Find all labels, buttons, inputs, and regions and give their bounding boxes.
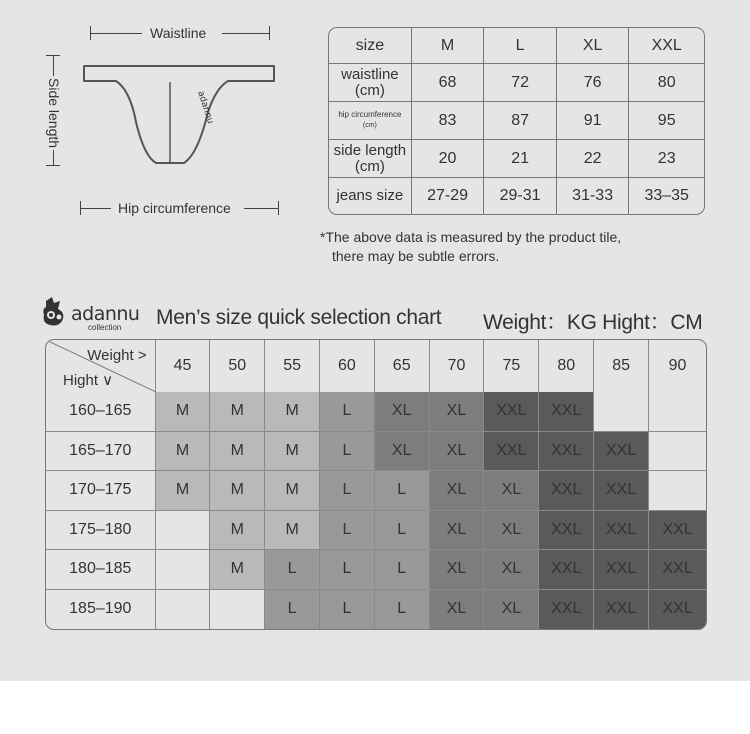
quick-chart-title: Men’s size quick selection chart — [156, 306, 442, 329]
size-value-cell: 20 — [412, 140, 485, 178]
weight-header-cell: 50 — [210, 340, 265, 392]
height-range-cell: 170–175 — [46, 471, 156, 511]
size-recommendation-cell: XXL — [539, 511, 594, 551]
size-recommendation-cell: XXL — [539, 550, 594, 590]
size-value-cell: 22 — [557, 140, 630, 178]
size-recommendation-cell: XXL — [594, 590, 649, 630]
brief-outline-icon — [80, 62, 280, 172]
weight-header-cell: 60 — [320, 340, 375, 392]
size-row-hip — [329, 102, 704, 140]
size-recommendation-cell: XXL — [484, 432, 539, 472]
size-recommendation-cell: M — [210, 511, 265, 551]
waistline-right-line — [222, 33, 269, 34]
quick-row — [46, 471, 706, 511]
size-recommendation-cell: M — [210, 392, 265, 432]
size-value-cell: 76 — [557, 64, 630, 102]
quick-row — [46, 550, 706, 590]
size-recommendation-cell: XL — [484, 511, 539, 551]
side-length-bottom-tick — [46, 165, 60, 166]
quick-selection-table — [45, 339, 707, 630]
size-value-cell: 83 — [412, 102, 485, 140]
size-recommendation-cell: L — [375, 550, 430, 590]
height-range-cell: 160–165 — [46, 392, 156, 432]
quick-header-row — [46, 340, 706, 392]
size-row-label: jeans size — [329, 178, 412, 214]
empty-cell — [649, 392, 706, 432]
size-value-cell: 80 — [629, 64, 704, 102]
weight-header-cell: 75 — [484, 340, 539, 392]
corner-weight-label: Weight > — [87, 347, 147, 364]
brief-brand-text: adannu — [195, 89, 216, 126]
size-recommendation-cell: XXL — [594, 471, 649, 511]
size-recommendation-cell: XL — [430, 432, 485, 472]
weight-header-cell: 80 — [539, 340, 594, 392]
size-value-cell: 23 — [629, 140, 704, 178]
size-recommendation-cell: XL — [484, 471, 539, 511]
size-measurement-table — [328, 27, 705, 215]
size-value-cell: 33–35 — [644, 187, 689, 204]
size-recommendation-cell: M — [265, 471, 320, 511]
corner-height-label: Hight ∨ — [63, 372, 114, 389]
size-row-label: waistline (cm) — [329, 64, 412, 102]
size-recommendation-cell: XL — [484, 590, 539, 630]
empty-cell — [649, 432, 706, 472]
size-recommendation-cell: XL — [484, 550, 539, 590]
size-recommendation-cell: XL — [430, 550, 485, 590]
size-recommendation-cell: M — [265, 432, 320, 472]
size-recommendation-cell: XXL — [539, 590, 594, 630]
brand-sub: collection — [88, 323, 122, 332]
size-row-label: side length (cm) — [329, 140, 412, 178]
size-recommendation-cell: XXL — [539, 471, 594, 511]
quick-row — [46, 590, 706, 630]
size-value-cell: 21 — [484, 140, 557, 178]
size-value-cell: 31-33 — [557, 178, 630, 214]
size-recommendation-cell: L — [320, 392, 375, 432]
size-recommendation-cell: M — [210, 550, 265, 590]
height-range-cell: 165–170 — [46, 432, 156, 472]
weight-header-cell: 90 — [668, 357, 687, 374]
size-recommendation-cell: XXL — [649, 550, 706, 590]
waistline-left-line — [90, 33, 142, 34]
size-header-cell: XL — [557, 28, 630, 64]
size-recommendation-cell: L — [265, 550, 320, 590]
size-recommendation-cell: XXL — [484, 392, 539, 432]
size-header-cell: M — [412, 28, 485, 64]
size-recommendation-cell: XXL — [649, 590, 706, 630]
size-recommendation-cell: L — [265, 590, 320, 630]
note-line-1: *The above data is measured by the product tile, — [320, 229, 622, 245]
size-header-cell: size — [329, 28, 412, 64]
size-recommendation-cell: M — [156, 392, 211, 432]
weight-header-cell: 45 — [156, 340, 211, 392]
height-range-cell: 185–190 — [46, 590, 156, 630]
hip-left-line — [80, 208, 111, 209]
size-recommendation-cell: M — [265, 392, 320, 432]
empty-cell — [210, 590, 265, 630]
empty-cell — [649, 471, 706, 511]
quick-row — [46, 432, 706, 472]
weight-header-cell: 70 — [430, 340, 485, 392]
quick-row — [46, 511, 706, 551]
size-recommendation-cell: L — [320, 511, 375, 551]
size-recommendation-cell: XL — [430, 471, 485, 511]
size-header-cell: L — [484, 28, 557, 64]
empty-cell — [156, 590, 211, 630]
size-row-jeans — [329, 178, 704, 214]
size-recommendation-cell: XXL — [649, 511, 706, 551]
size-value-cell: 95 — [629, 102, 704, 140]
corner-cell — [46, 340, 156, 392]
weight-header-cell: 55 — [265, 340, 320, 392]
size-row-side-length — [329, 140, 704, 178]
weight-header-cell: 85 — [594, 340, 649, 392]
size-recommendation-cell: XL — [375, 432, 430, 472]
size-recommendation-cell: XL — [430, 392, 485, 432]
height-range-cell: 175–180 — [46, 511, 156, 551]
size-recommendation-cell: M — [265, 511, 320, 551]
size-row-label: hip circumference (cm) — [329, 102, 412, 140]
size-recommendation-cell: XL — [430, 590, 485, 630]
mascot-logo-icon — [40, 295, 68, 329]
size-recommendation-cell: M — [210, 471, 265, 511]
size-recommendation-cell: XXL — [539, 392, 594, 432]
quick-chart-units: Weight：KG Hight：CM — [483, 311, 703, 334]
size-recommendation-cell: XXL — [539, 432, 594, 472]
size-value-cell: 87 — [484, 102, 557, 140]
size-value-cell: 72 — [484, 64, 557, 102]
size-recommendation-cell: L — [320, 471, 375, 511]
height-range-cell: 180–185 — [46, 550, 156, 590]
size-recommendation-cell: L — [320, 590, 375, 630]
size-recommendation-cell: M — [156, 471, 211, 511]
size-recommendation-cell: M — [156, 432, 211, 472]
empty-cell — [156, 550, 211, 590]
hip-right-tick — [278, 201, 279, 215]
size-value-cell: 91 — [557, 102, 630, 140]
size-recommendation-cell: XXL — [594, 432, 649, 472]
size-recommendation-cell: M — [210, 432, 265, 472]
hip-circumference-label: Hip circumference — [118, 200, 231, 216]
hip-right-line — [244, 208, 278, 209]
size-recommendation-cell: L — [375, 471, 430, 511]
size-header-cell: XXL — [629, 28, 704, 64]
waistline-label: Waistline — [150, 25, 207, 41]
size-recommendation-cell: L — [320, 550, 375, 590]
size-recommendation-cell: L — [375, 590, 430, 630]
waistline-right-tick — [269, 26, 270, 40]
size-value-cell: 27-29 — [412, 178, 485, 214]
size-recommendation-cell: XXL — [594, 511, 649, 551]
note-line-2: there may be subtle errors. — [332, 248, 500, 264]
size-recommendation-cell: L — [320, 432, 375, 472]
brand-name: adannu — [71, 303, 140, 325]
quick-row — [46, 392, 706, 432]
size-header-row — [329, 28, 704, 64]
weight-header-cell: 65 — [375, 340, 430, 392]
empty-cell — [594, 392, 649, 432]
size-value-cell: 29-31 — [484, 178, 557, 214]
size-value-cell: 68 — [412, 64, 485, 102]
size-row-waistline — [329, 64, 704, 102]
size-recommendation-cell: XL — [430, 511, 485, 551]
size-recommendation-cell: XL — [375, 392, 430, 432]
size-recommendation-cell: L — [375, 511, 430, 551]
size-recommendation-cell: XXL — [594, 550, 649, 590]
measurement-note — [320, 228, 621, 266]
empty-cell — [156, 511, 211, 551]
side-length-label: Side length — [46, 78, 62, 149]
